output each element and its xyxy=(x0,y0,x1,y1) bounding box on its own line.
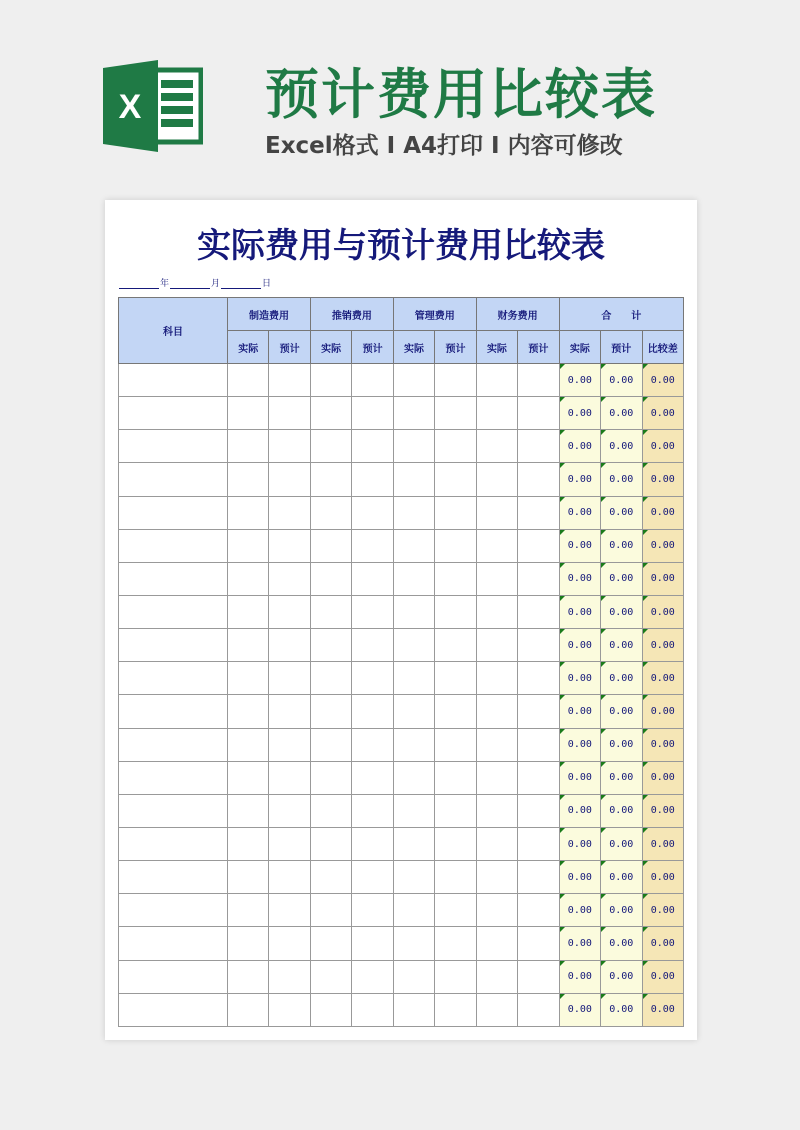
difference-cell[interactable]: 0.00 xyxy=(642,463,683,496)
amount-cell[interactable] xyxy=(352,397,393,430)
sub-header: 比较差 xyxy=(642,331,683,364)
sub-header: 预计 xyxy=(352,331,393,364)
amount-cell[interactable] xyxy=(476,761,517,794)
sub-header: 实际 xyxy=(310,331,351,364)
total-actual-cell[interactable]: 0.00 xyxy=(559,430,600,463)
amount-cell[interactable] xyxy=(269,629,310,662)
difference-cell[interactable]: 0.00 xyxy=(642,430,683,463)
table-row xyxy=(119,496,684,529)
amount-cell[interactable] xyxy=(228,463,269,496)
table-row xyxy=(119,695,684,728)
table-row xyxy=(119,463,684,496)
amount-cell[interactable] xyxy=(435,529,476,562)
table-row xyxy=(119,927,684,960)
group-header: 管理费用 xyxy=(393,298,476,331)
total-actual-cell[interactable]: 0.00 xyxy=(559,827,600,860)
amount-cell[interactable] xyxy=(228,794,269,827)
subject-cell[interactable] xyxy=(119,595,228,628)
amount-cell[interactable] xyxy=(518,562,559,595)
amount-cell[interactable] xyxy=(352,894,393,927)
subject-cell[interactable] xyxy=(119,430,228,463)
amount-cell[interactable] xyxy=(518,794,559,827)
amount-cell[interactable] xyxy=(269,496,310,529)
amount-cell[interactable] xyxy=(310,827,351,860)
amount-cell[interactable] xyxy=(310,562,351,595)
amount-cell[interactable] xyxy=(435,761,476,794)
amount-cell[interactable] xyxy=(228,529,269,562)
amount-cell[interactable] xyxy=(269,728,310,761)
amount-cell[interactable] xyxy=(352,761,393,794)
amount-cell[interactable] xyxy=(518,463,559,496)
amount-cell[interactable] xyxy=(476,728,517,761)
amount-cell[interactable] xyxy=(228,562,269,595)
difference-cell[interactable]: 0.00 xyxy=(642,529,683,562)
amount-cell[interactable] xyxy=(310,993,351,1026)
amount-cell[interactable] xyxy=(518,595,559,628)
amount-cell[interactable] xyxy=(352,595,393,628)
amount-cell[interactable] xyxy=(228,894,269,927)
total-actual-cell[interactable]: 0.00 xyxy=(559,861,600,894)
date-line xyxy=(118,276,271,289)
amount-cell[interactable] xyxy=(269,463,310,496)
difference-cell[interactable]: 0.00 xyxy=(642,794,683,827)
amount-cell[interactable] xyxy=(352,364,393,397)
total-planned-cell[interactable]: 0.00 xyxy=(601,364,642,397)
amount-cell[interactable] xyxy=(476,927,517,960)
difference-cell[interactable]: 0.00 xyxy=(642,927,683,960)
total-planned-cell[interactable]: 0.00 xyxy=(601,861,642,894)
amount-cell[interactable] xyxy=(228,827,269,860)
total-actual-cell[interactable]: 0.00 xyxy=(559,695,600,728)
amount-cell[interactable] xyxy=(476,496,517,529)
amount-cell[interactable] xyxy=(310,629,351,662)
amount-cell[interactable] xyxy=(228,629,269,662)
amount-cell[interactable] xyxy=(518,927,559,960)
difference-cell[interactable]: 0.00 xyxy=(642,595,683,628)
amount-cell[interactable] xyxy=(269,529,310,562)
total-planned-cell[interactable]: 0.00 xyxy=(601,529,642,562)
amount-cell[interactable] xyxy=(435,794,476,827)
expense-table xyxy=(118,297,684,1027)
amount-cell[interactable] xyxy=(518,695,559,728)
amount-cell[interactable] xyxy=(476,794,517,827)
subject-cell[interactable] xyxy=(119,894,228,927)
amount-cell[interactable] xyxy=(352,496,393,529)
amount-cell[interactable] xyxy=(393,629,434,662)
difference-cell[interactable]: 0.00 xyxy=(642,960,683,993)
subject-cell[interactable] xyxy=(119,463,228,496)
amount-cell[interactable] xyxy=(476,629,517,662)
amount-cell[interactable] xyxy=(228,993,269,1026)
amount-cell[interactable] xyxy=(352,861,393,894)
sub-header: 预计 xyxy=(601,331,642,364)
table-row xyxy=(119,595,684,628)
total-actual-cell[interactable]: 0.00 xyxy=(559,993,600,1026)
amount-cell[interactable] xyxy=(228,761,269,794)
amount-cell[interactable] xyxy=(310,496,351,529)
total-actual-cell[interactable]: 0.00 xyxy=(559,794,600,827)
day-label: 日 xyxy=(262,279,272,289)
amount-cell[interactable] xyxy=(352,695,393,728)
amount-cell[interactable] xyxy=(269,562,310,595)
amount-cell[interactable] xyxy=(435,894,476,927)
amount-cell[interactable] xyxy=(310,695,351,728)
amount-cell[interactable] xyxy=(518,496,559,529)
subject-cell[interactable] xyxy=(119,993,228,1026)
amount-cell[interactable] xyxy=(228,397,269,430)
total-actual-cell[interactable]: 0.00 xyxy=(559,960,600,993)
difference-cell[interactable]: 0.00 xyxy=(642,894,683,927)
amount-cell[interactable] xyxy=(518,993,559,1026)
sub-header: 预计 xyxy=(269,331,310,364)
amount-cell[interactable] xyxy=(476,662,517,695)
amount-cell[interactable] xyxy=(435,960,476,993)
amount-cell[interactable] xyxy=(352,827,393,860)
amount-cell[interactable] xyxy=(228,430,269,463)
amount-cell[interactable] xyxy=(310,728,351,761)
amount-cell[interactable] xyxy=(518,430,559,463)
amount-cell[interactable] xyxy=(393,496,434,529)
amount-cell[interactable] xyxy=(352,562,393,595)
total-planned-cell[interactable]: 0.00 xyxy=(601,662,642,695)
group-header: 财务费用 xyxy=(476,298,559,331)
subject-cell[interactable] xyxy=(119,562,228,595)
total-actual-cell[interactable]: 0.00 xyxy=(559,629,600,662)
amount-cell[interactable] xyxy=(476,430,517,463)
table-row xyxy=(119,662,684,695)
group-header: 制造费用 xyxy=(228,298,311,331)
amount-cell[interactable] xyxy=(435,562,476,595)
excel-logo-icon xyxy=(103,60,203,152)
amount-cell[interactable] xyxy=(518,861,559,894)
amount-cell[interactable] xyxy=(310,463,351,496)
total-actual-cell[interactable]: 0.00 xyxy=(559,496,600,529)
amount-cell[interactable] xyxy=(393,595,434,628)
amount-cell[interactable] xyxy=(476,861,517,894)
subject-cell[interactable] xyxy=(119,827,228,860)
amount-cell[interactable] xyxy=(476,894,517,927)
amount-cell[interactable] xyxy=(228,960,269,993)
amount-cell[interactable] xyxy=(518,827,559,860)
amount-cell[interactable] xyxy=(518,894,559,927)
amount-cell[interactable] xyxy=(393,761,434,794)
difference-cell[interactable]: 0.00 xyxy=(642,397,683,430)
amount-cell[interactable] xyxy=(518,364,559,397)
total-planned-cell[interactable]: 0.00 xyxy=(601,960,642,993)
amount-cell[interactable] xyxy=(476,827,517,860)
amount-cell[interactable] xyxy=(352,728,393,761)
svg-text:X: X xyxy=(118,88,142,126)
total-planned-cell[interactable]: 0.00 xyxy=(601,695,642,728)
amount-cell[interactable] xyxy=(393,894,434,927)
amount-cell[interactable] xyxy=(435,595,476,628)
amount-cell[interactable] xyxy=(518,529,559,562)
sub-header: 实际 xyxy=(228,331,269,364)
subject-cell[interactable] xyxy=(119,861,228,894)
total-planned-cell[interactable]: 0.00 xyxy=(601,927,642,960)
amount-cell[interactable] xyxy=(518,662,559,695)
amount-cell[interactable] xyxy=(352,927,393,960)
difference-cell[interactable]: 0.00 xyxy=(642,629,683,662)
table-row xyxy=(119,364,684,397)
amount-cell[interactable] xyxy=(435,496,476,529)
amount-cell[interactable] xyxy=(393,695,434,728)
amount-cell[interactable] xyxy=(476,960,517,993)
difference-cell[interactable]: 0.00 xyxy=(642,695,683,728)
amount-cell[interactable] xyxy=(393,728,434,761)
amount-cell[interactable] xyxy=(435,463,476,496)
total-planned-cell[interactable]: 0.00 xyxy=(601,629,642,662)
amount-cell[interactable] xyxy=(310,861,351,894)
difference-cell[interactable]: 0.00 xyxy=(642,827,683,860)
total-actual-cell[interactable]: 0.00 xyxy=(559,761,600,794)
group-header: 合 计 xyxy=(559,298,683,331)
subject-cell[interactable] xyxy=(119,529,228,562)
amount-cell[interactable] xyxy=(352,993,393,1026)
amount-cell[interactable] xyxy=(310,794,351,827)
amount-cell[interactable] xyxy=(393,960,434,993)
amount-cell[interactable] xyxy=(310,430,351,463)
amount-cell[interactable] xyxy=(476,562,517,595)
table-row xyxy=(119,397,684,430)
amount-cell[interactable] xyxy=(310,927,351,960)
amount-cell[interactable] xyxy=(393,529,434,562)
total-actual-cell[interactable]: 0.00 xyxy=(559,894,600,927)
amount-cell[interactable] xyxy=(269,794,310,827)
sub-header: 预计 xyxy=(518,331,559,364)
amount-cell[interactable] xyxy=(393,463,434,496)
amount-cell[interactable] xyxy=(393,430,434,463)
amount-cell[interactable] xyxy=(476,463,517,496)
table-row xyxy=(119,629,684,662)
amount-cell[interactable] xyxy=(393,662,434,695)
amount-cell[interactable] xyxy=(476,364,517,397)
amount-cell[interactable] xyxy=(393,927,434,960)
sub-header: 实际 xyxy=(559,331,600,364)
document-page xyxy=(105,200,697,1040)
difference-cell[interactable]: 0.00 xyxy=(642,662,683,695)
subject-cell[interactable] xyxy=(119,629,228,662)
amount-cell[interactable] xyxy=(310,894,351,927)
amount-cell[interactable] xyxy=(352,662,393,695)
subject-cell[interactable] xyxy=(119,960,228,993)
amount-cell[interactable] xyxy=(310,761,351,794)
amount-cell[interactable] xyxy=(393,562,434,595)
amount-cell[interactable] xyxy=(310,960,351,993)
table-row xyxy=(119,894,684,927)
amount-cell[interactable] xyxy=(269,927,310,960)
amount-cell[interactable] xyxy=(269,960,310,993)
table-row xyxy=(119,761,684,794)
amount-cell[interactable] xyxy=(352,794,393,827)
amount-cell[interactable] xyxy=(476,397,517,430)
amount-cell[interactable] xyxy=(435,397,476,430)
amount-cell[interactable] xyxy=(518,629,559,662)
difference-cell[interactable]: 0.00 xyxy=(642,761,683,794)
table-row xyxy=(119,993,684,1026)
total-planned-cell[interactable]: 0.00 xyxy=(601,894,642,927)
table-row xyxy=(119,827,684,860)
total-planned-cell[interactable]: 0.00 xyxy=(601,430,642,463)
difference-cell[interactable]: 0.00 xyxy=(642,562,683,595)
total-planned-cell[interactable]: 0.00 xyxy=(601,463,642,496)
amount-cell[interactable] xyxy=(269,861,310,894)
amount-cell[interactable] xyxy=(476,595,517,628)
amount-cell[interactable] xyxy=(393,827,434,860)
sub-header: 预计 xyxy=(435,331,476,364)
amount-cell[interactable] xyxy=(269,827,310,860)
amount-cell[interactable] xyxy=(518,397,559,430)
total-actual-cell[interactable]: 0.00 xyxy=(559,927,600,960)
amount-cell[interactable] xyxy=(269,397,310,430)
total-planned-cell[interactable]: 0.00 xyxy=(601,595,642,628)
amount-cell[interactable] xyxy=(352,529,393,562)
difference-cell[interactable]: 0.00 xyxy=(642,993,683,1026)
document-title: 实际费用与预计费用比较表 xyxy=(197,226,605,266)
subject-cell[interactable] xyxy=(119,927,228,960)
subject-cell[interactable] xyxy=(119,728,228,761)
total-actual-cell[interactable]: 0.00 xyxy=(559,364,600,397)
amount-cell[interactable] xyxy=(269,430,310,463)
amount-cell[interactable] xyxy=(435,827,476,860)
table-row xyxy=(119,794,684,827)
total-actual-cell[interactable]: 0.00 xyxy=(559,397,600,430)
amount-cell[interactable] xyxy=(393,364,434,397)
difference-cell[interactable]: 0.00 xyxy=(642,728,683,761)
amount-cell[interactable] xyxy=(435,861,476,894)
amount-cell[interactable] xyxy=(269,595,310,628)
amount-cell[interactable] xyxy=(393,861,434,894)
amount-cell[interactable] xyxy=(310,364,351,397)
amount-cell[interactable] xyxy=(476,529,517,562)
month-label: 月 xyxy=(211,279,221,289)
total-planned-cell[interactable]: 0.00 xyxy=(601,827,642,860)
amount-cell[interactable] xyxy=(435,629,476,662)
total-planned-cell[interactable]: 0.00 xyxy=(601,993,642,1026)
amount-cell[interactable] xyxy=(228,728,269,761)
difference-cell[interactable]: 0.00 xyxy=(642,496,683,529)
amount-cell[interactable] xyxy=(352,430,393,463)
subject-cell[interactable] xyxy=(119,496,228,529)
amount-cell[interactable] xyxy=(228,695,269,728)
subject-cell[interactable] xyxy=(119,397,228,430)
table-row xyxy=(119,430,684,463)
banner-subtitle: Excel格式 I A4打印 I 内容可修改 xyxy=(265,133,623,159)
amount-cell[interactable] xyxy=(269,993,310,1026)
group-header: 推销费用 xyxy=(310,298,393,331)
total-actual-cell[interactable]: 0.00 xyxy=(559,562,600,595)
subject-header: 科目 xyxy=(119,298,228,364)
amount-cell[interactable] xyxy=(518,728,559,761)
amount-cell[interactable] xyxy=(352,960,393,993)
table-row xyxy=(119,562,684,595)
total-actual-cell[interactable]: 0.00 xyxy=(559,463,600,496)
total-planned-cell[interactable]: 0.00 xyxy=(601,761,642,794)
amount-cell[interactable] xyxy=(393,993,434,1026)
subject-cell[interactable] xyxy=(119,761,228,794)
amount-cell[interactable] xyxy=(228,861,269,894)
amount-cell[interactable] xyxy=(476,695,517,728)
amount-cell[interactable] xyxy=(352,463,393,496)
sub-header: 实际 xyxy=(393,331,434,364)
amount-cell[interactable] xyxy=(269,662,310,695)
sub-header: 实际 xyxy=(476,331,517,364)
amount-cell[interactable] xyxy=(228,927,269,960)
amount-cell[interactable] xyxy=(269,761,310,794)
total-planned-cell[interactable]: 0.00 xyxy=(601,496,642,529)
total-actual-cell[interactable]: 0.00 xyxy=(559,728,600,761)
table-row xyxy=(119,861,684,894)
amount-cell[interactable] xyxy=(435,364,476,397)
amount-cell[interactable] xyxy=(518,761,559,794)
amount-cell[interactable] xyxy=(269,364,310,397)
amount-cell[interactable] xyxy=(228,496,269,529)
subject-cell[interactable] xyxy=(119,695,228,728)
amount-cell[interactable] xyxy=(393,794,434,827)
amount-cell[interactable] xyxy=(269,894,310,927)
difference-cell[interactable]: 0.00 xyxy=(642,861,683,894)
amount-cell[interactable] xyxy=(435,662,476,695)
amount-cell[interactable] xyxy=(393,397,434,430)
amount-cell[interactable] xyxy=(228,364,269,397)
subject-cell[interactable] xyxy=(119,662,228,695)
amount-cell[interactable] xyxy=(228,595,269,628)
total-planned-cell[interactable]: 0.00 xyxy=(601,562,642,595)
total-planned-cell[interactable]: 0.00 xyxy=(601,397,642,430)
amount-cell[interactable] xyxy=(435,927,476,960)
total-actual-cell[interactable]: 0.00 xyxy=(559,529,600,562)
amount-cell[interactable] xyxy=(310,529,351,562)
amount-cell[interactable] xyxy=(435,430,476,463)
difference-cell[interactable]: 0.00 xyxy=(642,364,683,397)
amount-cell[interactable] xyxy=(435,695,476,728)
table-row xyxy=(119,728,684,761)
amount-cell[interactable] xyxy=(269,695,310,728)
amount-cell[interactable] xyxy=(518,960,559,993)
amount-cell[interactable] xyxy=(310,397,351,430)
year-label: 年 xyxy=(160,279,170,289)
amount-cell[interactable] xyxy=(310,595,351,628)
total-planned-cell[interactable]: 0.00 xyxy=(601,728,642,761)
table-row xyxy=(119,960,684,993)
subject-cell[interactable] xyxy=(119,794,228,827)
banner-title: 预计费用比较表 xyxy=(265,63,657,126)
amount-cell[interactable] xyxy=(435,993,476,1026)
table-row xyxy=(119,529,684,562)
amount-cell[interactable] xyxy=(435,728,476,761)
total-actual-cell[interactable]: 0.00 xyxy=(559,595,600,628)
subject-cell[interactable] xyxy=(119,364,228,397)
amount-cell[interactable] xyxy=(310,662,351,695)
amount-cell[interactable] xyxy=(352,629,393,662)
amount-cell[interactable] xyxy=(228,662,269,695)
total-actual-cell[interactable]: 0.00 xyxy=(559,662,600,695)
total-planned-cell[interactable]: 0.00 xyxy=(601,794,642,827)
amount-cell[interactable] xyxy=(476,993,517,1026)
